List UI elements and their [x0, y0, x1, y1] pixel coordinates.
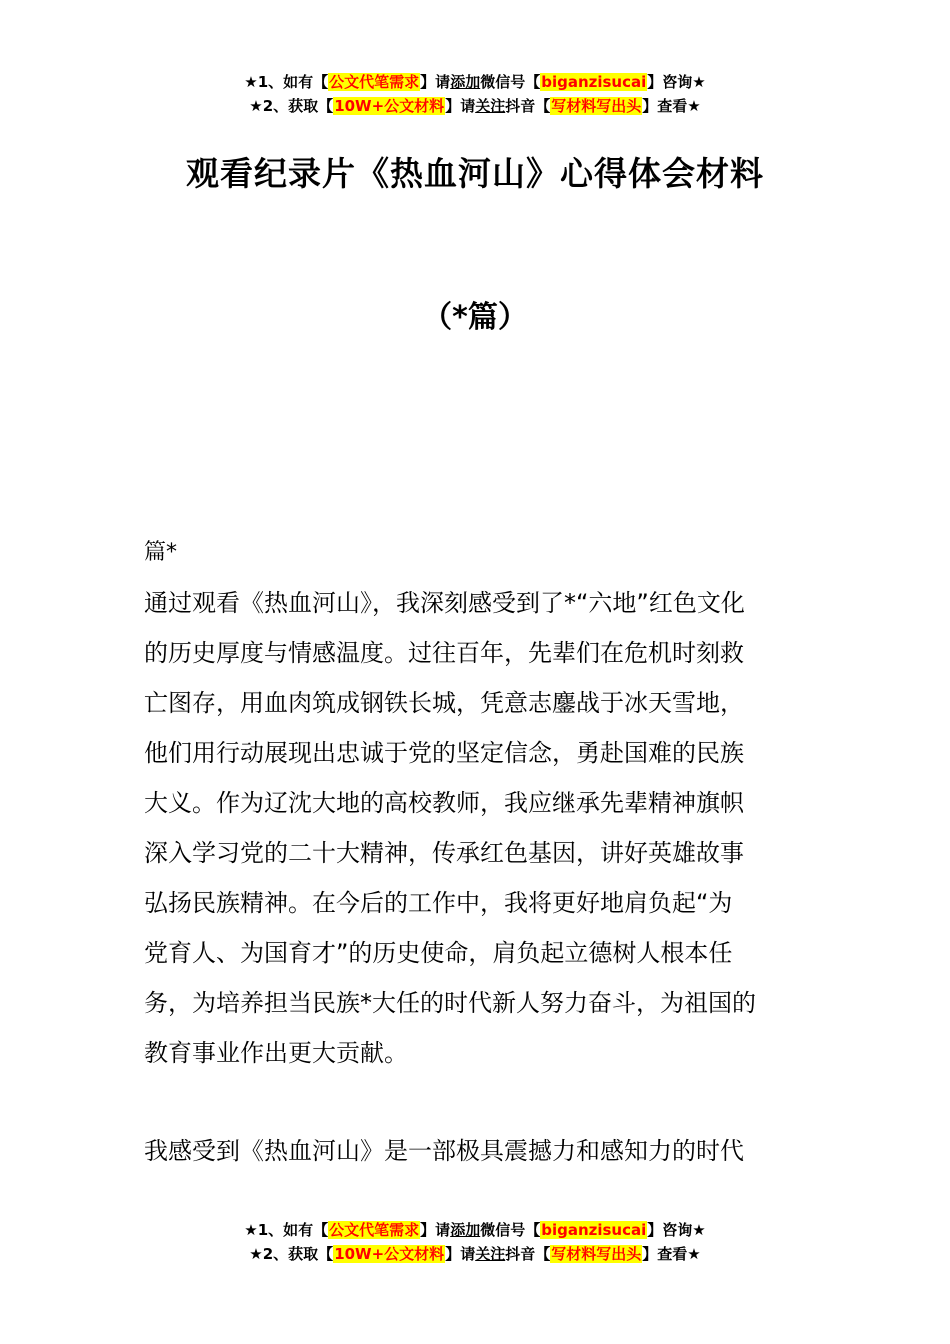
banner-highlight: 写材料写出头 [551, 97, 642, 115]
paragraph-line: 教育事业作出更大贡献。 [144, 1039, 408, 1067]
banner-highlight: 写材料写出头 [551, 1245, 642, 1263]
section-label: 篇* [144, 540, 178, 565]
banner-line-1: ★1、如有【公文代笔需求】请添加微信号【biganzisucai】咨询★ [244, 73, 706, 91]
paragraph-line: 我感受到《热血河山》是一部极具震撼力和感知力的时代 [144, 1137, 744, 1165]
document-subtitle: （*篇） [422, 300, 528, 335]
paragraph-line: 通过观看《热血河山》，我深刻感受到了*“六地”红色文化 [144, 589, 745, 617]
paragraph-line: 大义。作为辽沈大地的高校教师，我应继承先辈精神旗帜 [144, 789, 744, 817]
paragraph-line: 务，为培养担当民族*大任的时代新人努力奋斗，为祖国的 [144, 989, 756, 1017]
paragraph-line: 他们用行动展现出忠诚于党的坚定信念，勇赴国难的民族 [144, 739, 744, 767]
banner-highlight: 公文代笔需求 [329, 1221, 420, 1239]
banner-highlight: biganzisucai [541, 73, 647, 91]
paragraph-1 [144, 578, 814, 1078]
banner-highlight: 10W+公文材料 [334, 1245, 445, 1263]
paragraph-line: 弘扬民族精神。在今后的工作中，我将更好地肩负起“为 [144, 889, 733, 917]
header-banner [0, 70, 950, 118]
banner-line-2: ★2、获取【10W+公文材料】请关注抖音【写材料写出头】查看★ [249, 1245, 701, 1263]
banner-highlight: biganzisucai [541, 1221, 647, 1239]
paragraph-line: 深入学习党的二十大精神，传承红色基因，讲好英雄故事 [144, 839, 744, 867]
document-title: 观看纪录片《热血河山》心得体会材料 [186, 154, 764, 193]
paragraph-line: 亡图存，用血肉筑成钢铁长城，凭意志鏖战于冰天雪地， [144, 689, 744, 717]
paragraph-2 [144, 1126, 814, 1176]
paragraph-line: 的历史厚度与情感温度。过往百年，先辈们在危机时刻救 [144, 639, 744, 667]
banner-highlight: 10W+公文材料 [334, 97, 445, 115]
banner-line-2: ★2、获取【10W+公文材料】请关注抖音【写材料写出头】查看★ [249, 97, 701, 115]
footer-banner [0, 1218, 950, 1266]
banner-line-1: ★1、如有【公文代笔需求】请添加微信号【biganzisucai】咨询★ [244, 1221, 706, 1239]
banner-highlight: 公文代笔需求 [329, 73, 420, 91]
paragraph-line: 党育人、为国育才”的历史使命，肩负起立德树人根本任 [144, 939, 733, 967]
